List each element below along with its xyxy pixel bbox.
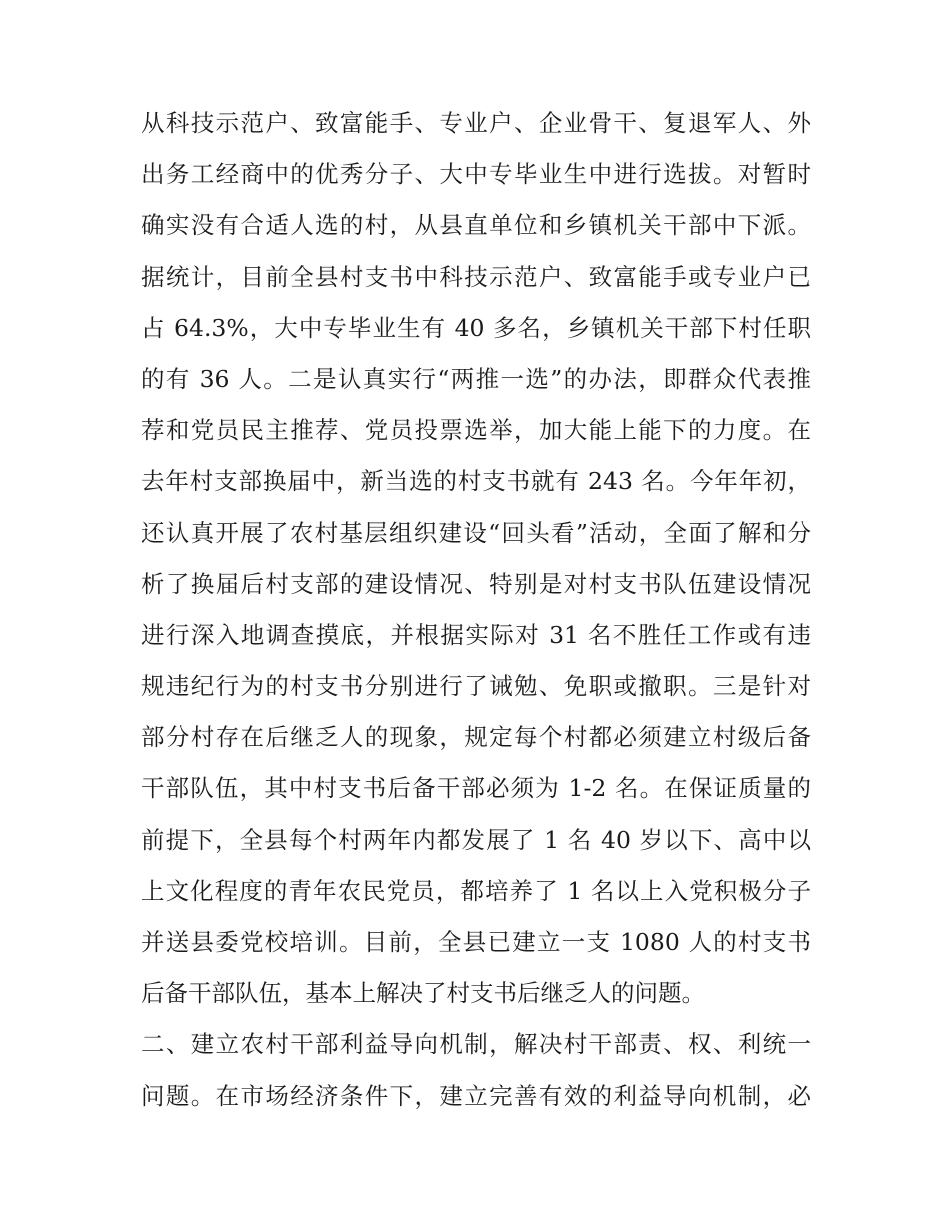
text-line: 上文化程度的青年农民党员，都培养了 1 名以上入党积极分子 xyxy=(141,876,811,905)
text-line: 去年村支部换届中，新当选的村支书就有 243 名。今年年初， xyxy=(141,467,811,496)
text-line: 从科技示范户、致富能手、专业户、企业骨干、复退军人、外 xyxy=(141,109,811,137)
text-line: 前提下，全县每个村两年内都发展了 1 名 40 岁以下、高中以 xyxy=(141,825,811,854)
text-line: 的有 36 人。二是认真实行“两推一选”的办法，即群众代表推 xyxy=(141,364,811,393)
text-line: 进行深入地调查摸底，并根据实际对 31 名不胜任工作或有违 xyxy=(141,620,811,649)
text-line: 占 64.3%，大中专毕业生有 40 多名，乡镇机关干部下村任职 xyxy=(141,313,811,342)
text-line: 干部队伍，其中村支书后备干部必须为 1-2 名。在保证质量的 xyxy=(141,774,811,803)
text-line: 部分村存在后继乏人的现象，规定每个村都必须建立村级后备 xyxy=(141,723,811,752)
body-text xyxy=(141,98,811,1122)
text-line: 确实没有合适人选的村，从县直单位和乡镇机关干部中下派。 xyxy=(141,211,811,240)
text-line: 据统计，目前全县村支书中科技示范户、致富能手或专业户已 xyxy=(141,262,811,291)
text-line: 荐和党员民主推荐、党员投票选举，加大能上能下的力度。在 xyxy=(141,416,811,445)
text-line: 并送县委党校培训。目前，全县已建立一支 1080 人的村支书 xyxy=(141,928,811,956)
text-line: 规违纪行为的村支书分别进行了诫勉、免职或撤职。三是针对 xyxy=(141,672,811,701)
text-line: 析了换届后村支部的建设情况、特别是对村支书队伍建设情况 xyxy=(141,569,811,598)
text-line: 出务工经商中的优秀分子、大中专毕业生中进行选拔。对暂时 xyxy=(141,160,811,189)
text-line: 问题。在市场经济条件下，建立完善有效的利益导向机制，必 xyxy=(141,1081,811,1110)
paragraph-end-line: 后备干部队伍，基本上解决了村支书后继乏人的问题。 xyxy=(141,979,705,1008)
text-line: 还认真开展了农村基层组织建设“回头看”活动，全面了解和分 xyxy=(141,518,811,547)
section-heading-line: 二、建立农村干部利益导向机制，解决村干部责、权、利统一 xyxy=(141,1030,811,1059)
